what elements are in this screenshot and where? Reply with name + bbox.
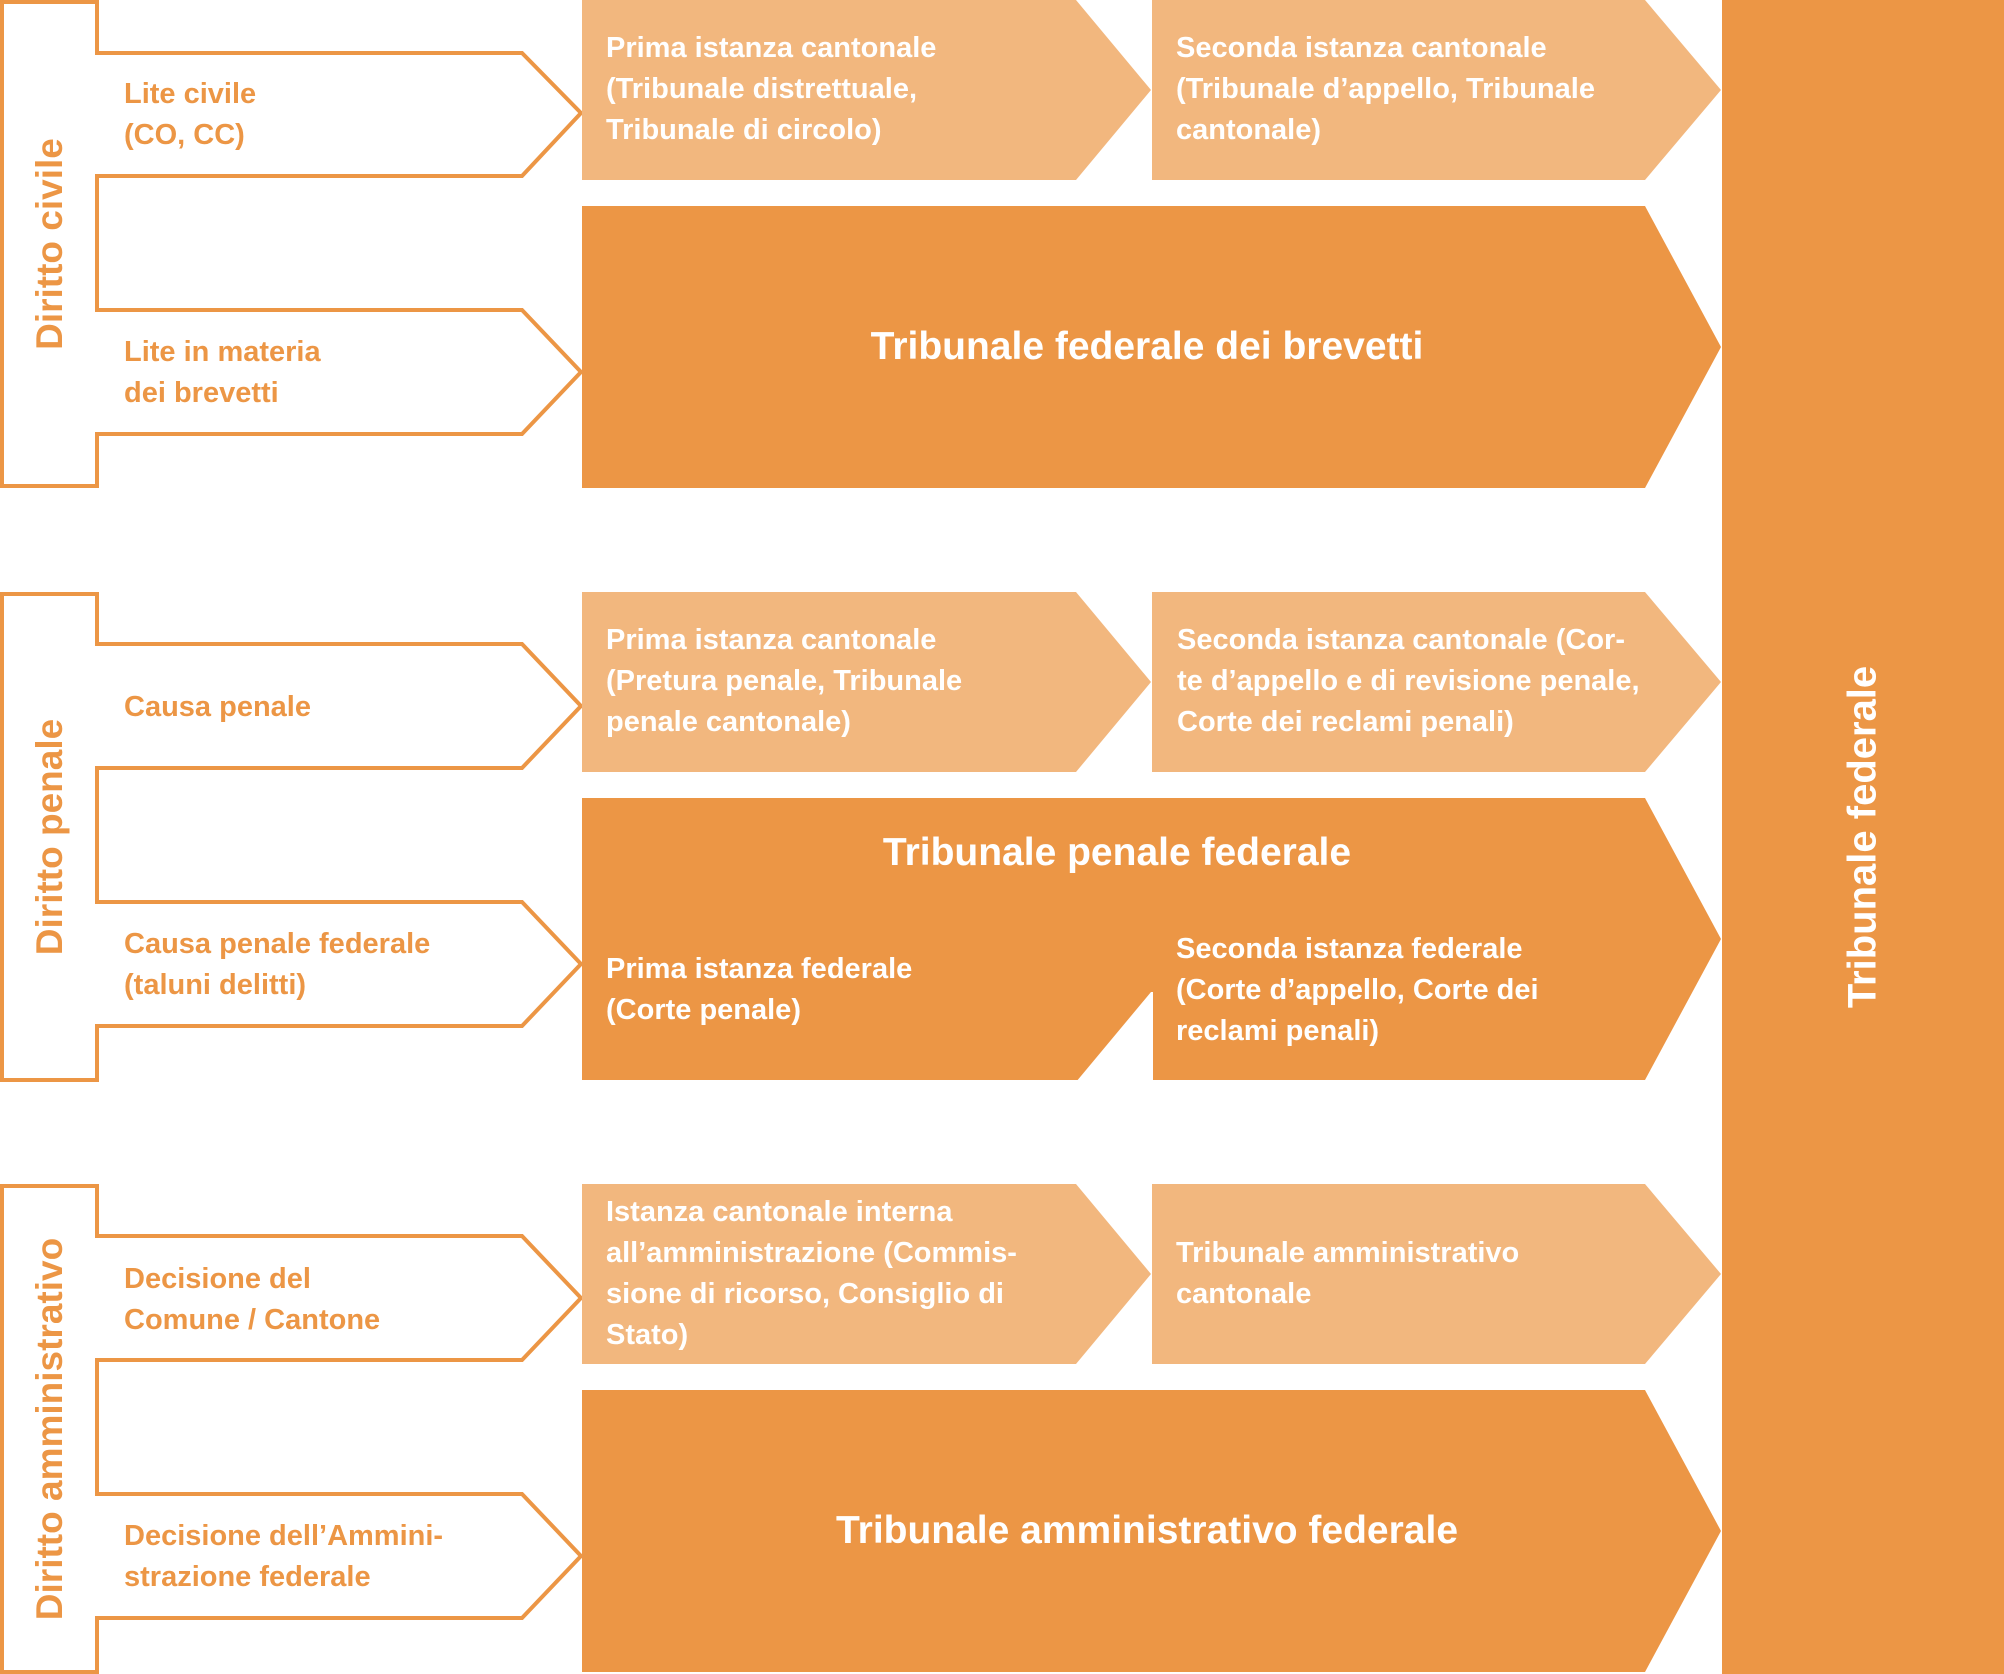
federal-admin-court-label: Tribunale amministrativo federale — [835, 1509, 1459, 1552]
patent-court-label: Tribunale federale dei brevetti — [870, 325, 1424, 368]
civil-second-instance-label: Seconda istanza cantonale (Tribunale d’appello, Tribunale cantonale) — [1176, 32, 1595, 146]
case-commune-canton-decision: Decisione del Comune / Cantone — [124, 1263, 381, 1336]
section-title-administrative: Diritto amministrativo — [29, 1237, 70, 1621]
criminal-law-bracket — [2, 594, 581, 1080]
section-title-civil: Diritto civile — [29, 138, 70, 350]
case-federal-administration-decision: Decisione dell’Ammini- strazione federale — [124, 1520, 444, 1593]
case-federal-criminal: Causa penale federale (taluni delitti) — [124, 928, 431, 1001]
criminal-first-instance-label: Prima istanza cantonale (Pretura penale, Tribunale penale cantonale) — [606, 624, 963, 738]
section-title-criminal: Diritto penale — [29, 718, 70, 956]
case-civil-dispute: Lite civile (CO, CC) — [124, 78, 257, 151]
federal-second-instance-label: Seconda istanza federale (Corte d’appello, Corte dei reclami penali) — [1176, 933, 1539, 1047]
admin-first-instance-label: Istanza cantonale interna all’amministrazione (Commis- sione di ricorso, Consiglio di Stato) — [606, 1196, 1017, 1351]
admin-second-instance-label: Tribunale amministrativo cantonale — [1176, 1237, 1520, 1310]
federal-criminal-court-label: Tribunale penale federale — [882, 831, 1352, 874]
case-patent-dispute: Lite in materia dei brevetti — [124, 336, 321, 409]
federal-criminal-divider — [1151, 992, 1153, 1082]
supreme-court-label: Tribunale federale — [1840, 665, 1885, 1009]
case-criminal: Causa penale — [124, 691, 311, 723]
civil-first-instance-label: Prima istanza cantonale (Tribunale distrettuale, Tribunale di circolo) — [606, 32, 937, 146]
criminal-second-instance-label: Seconda istanza cantonale (Cor- te d’appello e di revisione penale, Corte dei reclami penali) — [1177, 624, 1640, 738]
federal-first-instance-label: Prima istanza federale (Corte penale) — [606, 953, 913, 1026]
